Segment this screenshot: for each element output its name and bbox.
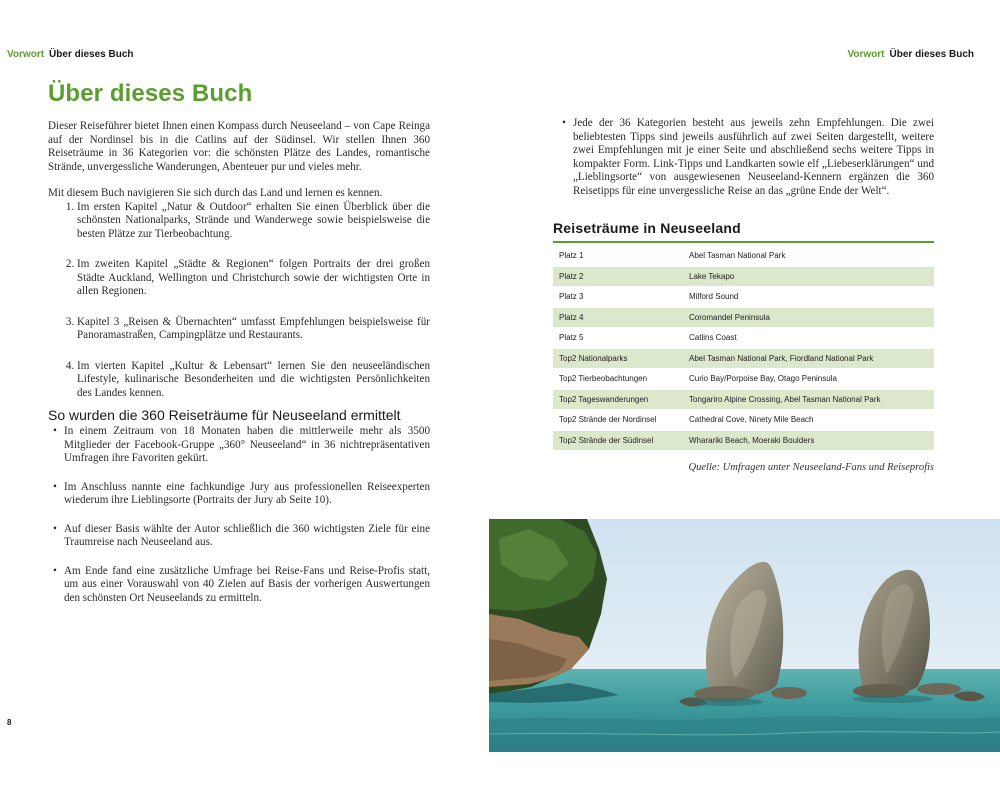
page-number: 8	[7, 718, 12, 727]
category-info-list	[553, 117, 934, 198]
intro-paragraph: Dieser Reiseführer bietet Ihnen einen Kompass durch Neuseeland – von Cape Reinga auf der Nordinsel bis in die Catlins auf der Südinsel. Wir stellen Ihnen 360 Reiseträume in 36 Kategorien vor: die schönsten Plätze des Landes, romantische Strände, unvergessliche Wanderungen, Abenteuer pur und vieles mehr.	[48, 120, 430, 173]
table-row	[553, 389, 934, 410]
place-cell: Cathedral Cove, Ninety Mile Beach	[683, 410, 934, 431]
method-item: • In einem Zeitraum von 18 Monaten haben die mittlerweile mehr als 3500 Mitglieder der Facebook-Gruppe „360° Neuseeland“ in 36 nichtrepräsentativen Umfragen ihre Favoriten gekürt.	[64, 425, 430, 466]
chapter-list	[48, 201, 430, 401]
table-row	[553, 246, 934, 266]
place-cell: Abel Tasman National Park, Fiordland National Park	[683, 348, 934, 369]
table-title: Reiseträume in Neuseeland	[553, 220, 741, 236]
rank-cell: Platz 5	[553, 328, 683, 349]
header-title-label: Über dieses Buch	[49, 49, 134, 60]
table-row	[553, 369, 934, 390]
table-row	[553, 410, 934, 431]
place-cell: Wharariki Beach, Moeraki Boulders	[683, 430, 934, 451]
rank-cell: Platz 2	[553, 266, 683, 287]
header-section-label: Vorwort	[847, 49, 885, 60]
page-title: Über dieses Buch	[48, 80, 253, 107]
table-row	[553, 348, 934, 369]
chapter-item: 2. Im zweiten Kapitel „Städte & Regionen“ folgen Portraits der drei großen Städte Auckland, Wellington und Christchurch sowie der wichtigsten Orte in allen Regionen.	[77, 258, 430, 299]
place-cell: Coromandel Peninsula	[683, 307, 934, 328]
method-item: • Im Anschluss nannte eine fachkundige Jury aus professionellen Reiseexperten wiederum ihre Lieblingsorte (Portraits der Jury ab Seite 10).	[64, 481, 430, 508]
rank-cell: Top2 Nationalparks	[553, 348, 683, 369]
table-row	[553, 328, 934, 349]
place-cell: Curio Bay/Porpoise Bay, Otago Peninsula	[683, 369, 934, 390]
split-apple-rock-photo	[489, 519, 1000, 752]
table-row	[553, 266, 934, 287]
left-column	[48, 80, 430, 620]
category-info-item: • Jede der 36 Kategorien besteht aus jeweils zehn Empfehlungen. Die zwei beliebtesten Tipps sind jeweils ausführlich auf zwei Seiten dargestellt, weitere zwei Empfehlungen mit je einer Seite und abschließend sechs weitere Tipps in kompakter Form. Link-Tipps und Landkarten sowie elf „Liebeserklärungen“ und „Lieblingsorte“ von ausgewiesenen Neuseeland-Kennern ergänzen die 360 Reisetipps für eine unvergessliche Reise an das „grüne Ende der Welt“.	[573, 117, 934, 198]
method-heading: So wurden die 360 Reiseträume für Neuseeland ermittelt	[48, 407, 401, 423]
table-row	[553, 287, 934, 308]
running-header-left	[7, 49, 134, 60]
table-top-rule	[553, 241, 934, 243]
chapter-item: 1. Im ersten Kapitel „Natur & Outdoor“ erhalten Sie einen Überblick über die schönsten Nationalparks, Strände und Wanderwege sowie beispielsweise die besten Plätze zur Tierbeobachtung.	[77, 201, 430, 242]
table-row	[553, 430, 934, 451]
method-item: • Am Ende fand eine zusätzliche Umfrage bei Reise-Fans und Reise-Profis statt, um aus einer Vorauswahl von 40 Zielen auf Basis der vorherigen Auswertungen den schönsten Ort Neuseelands zu ermitteln.	[64, 565, 430, 606]
rank-cell: Platz 4	[553, 307, 683, 328]
rank-cell: Top2 Strände der Südinsel	[553, 430, 683, 451]
rank-cell: Top2 Tageswanderungen	[553, 389, 683, 410]
table-row	[553, 307, 934, 328]
rank-cell: Top2 Tierbeobachtungen	[553, 369, 683, 390]
chapter-item: 4. Im vierten Kapitel „Kultur & Lebensart“ lernen Sie den neuseeländischen Lifestyle, kulinarische Besonderheiten und die wichtigsten Persönlichkeiten des Landes kennen.	[77, 360, 430, 401]
intro-paragraph: Mit diesem Buch navigieren Sie sich durch das Land und lernen es kennen.	[48, 187, 383, 199]
method-list	[48, 425, 430, 605]
ranking-table	[553, 246, 934, 451]
place-cell: Milford Sound	[683, 287, 934, 308]
place-cell: Abel Tasman National Park	[683, 246, 934, 266]
header-title-label: Über dieses Buch	[889, 49, 974, 60]
photo-illustration	[489, 519, 1000, 752]
running-header-right	[847, 49, 974, 60]
place-cell: Tongariro Alpine Crossing, Abel Tasman National Park	[683, 389, 934, 410]
rank-cell: Platz 3	[553, 287, 683, 308]
method-item: • Auf dieser Basis wählte der Autor schließlich die 360 wichtigsten Ziele für eine Traumreise nach Neuseeland aus.	[64, 523, 430, 550]
place-cell: Catlins Coast	[683, 328, 934, 349]
chapter-item: 3. Kapitel 3 „Reisen & Übernachten“ umfasst Empfehlungen beispielsweise für Panoramastraßen, Campingplätze und Restaurants.	[77, 316, 430, 343]
table-source-note: Quelle: Umfragen unter Neuseeland-Fans und Reiseprofis	[688, 462, 934, 473]
right-column	[553, 117, 934, 473]
header-section-label: Vorwort	[7, 49, 45, 60]
place-cell: Lake Tekapo	[683, 266, 934, 287]
rank-cell: Platz 1	[553, 246, 683, 266]
rank-cell: Top2 Strände der Nordinsel	[553, 410, 683, 431]
